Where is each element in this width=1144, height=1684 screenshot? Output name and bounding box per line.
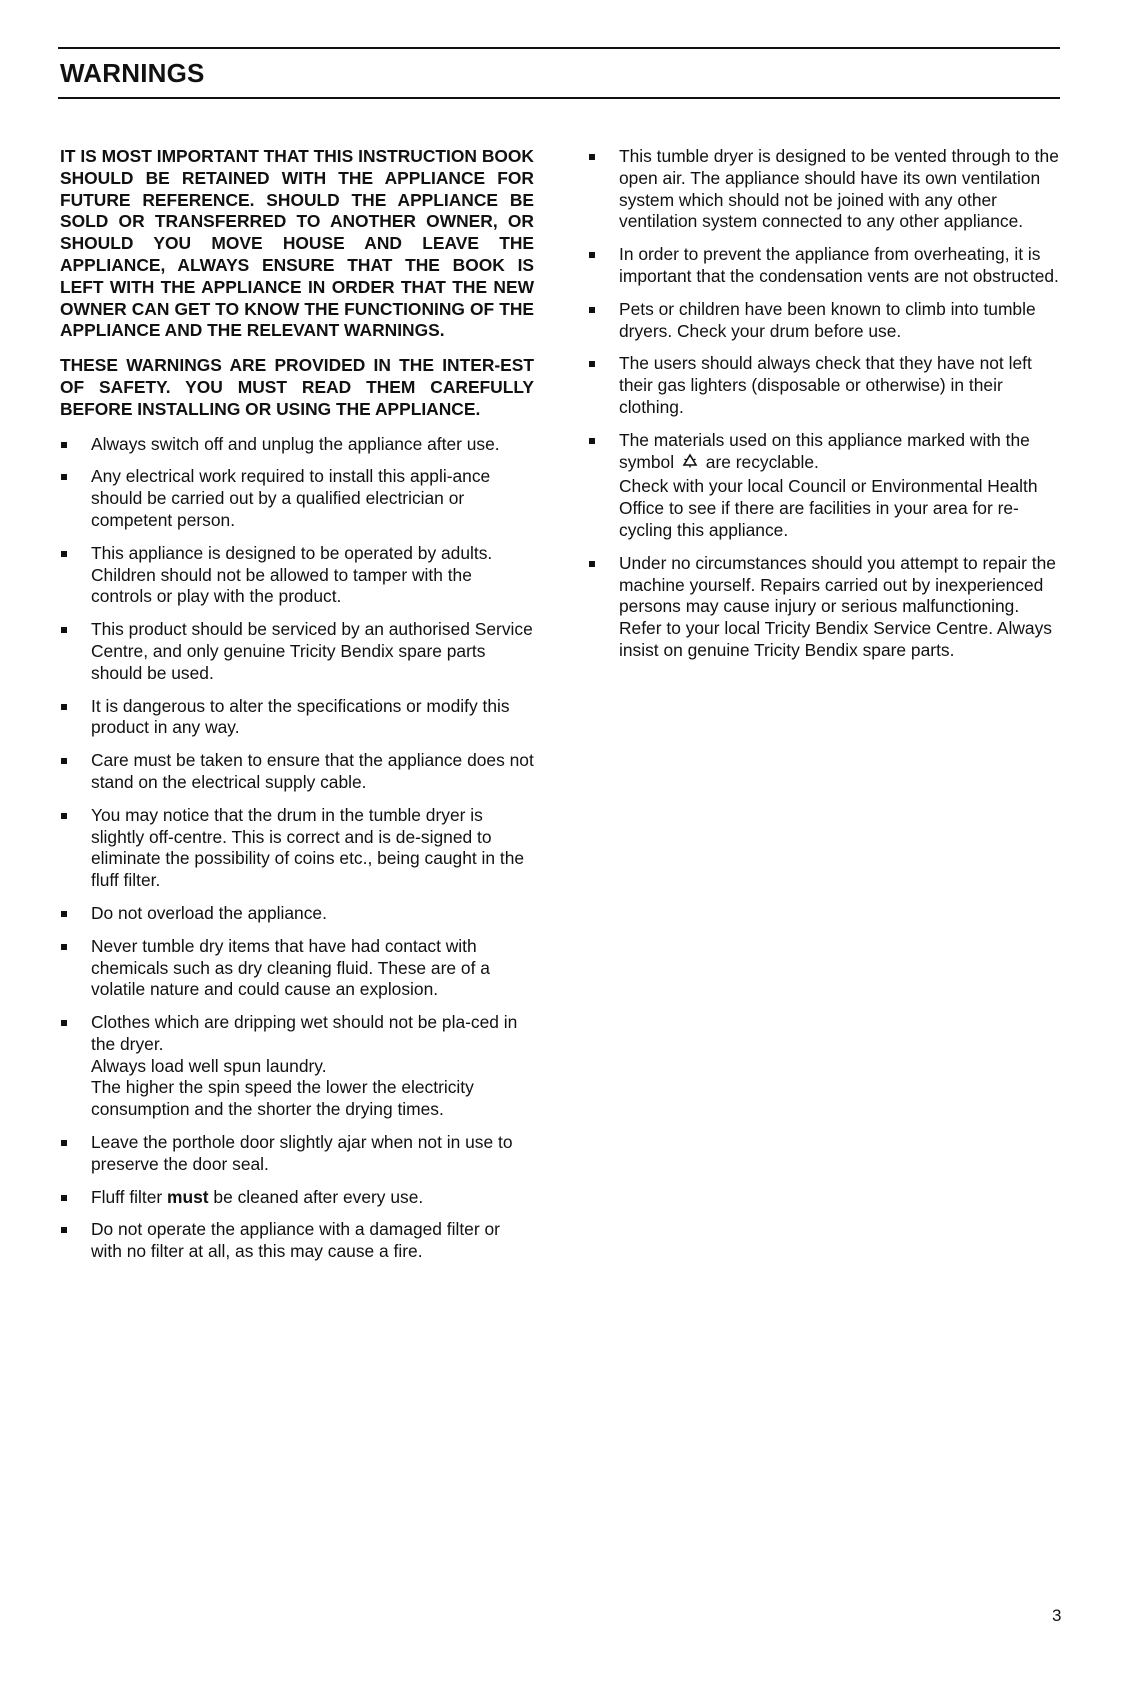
square-bullet-icon: [589, 252, 595, 258]
list-item: Any electrical work required to install this appli-ance should be carried out by a qualified electrician or competent person.: [60, 466, 534, 531]
right-column: [588, 146, 1060, 673]
list-item: Under no circumstances should you attempt to repair the machine yourself. Repairs carried out by inexperienced persons may cause injury or serious malfunctioning. Refer to your local Tricity Bendix Service Centre. Always insist on genuine Tricity Bendix spare parts.: [588, 553, 1060, 662]
list-item: Pets or children have been known to climb into tumble dryers. Check your drum before use.: [588, 299, 1060, 343]
square-bullet-icon: [589, 438, 595, 444]
square-bullet-icon: [61, 911, 67, 917]
list-item: Do not overload the appliance.: [60, 903, 534, 925]
square-bullet-icon: [61, 704, 67, 710]
square-bullet-icon: [61, 474, 67, 480]
list-item: Care must be taken to ensure that the appliance does not stand on the electrical supply cable.: [60, 750, 534, 794]
list-item: In order to prevent the appliance from overheating, it is important that the condensation vents are not obstructed.: [588, 244, 1060, 288]
square-bullet-icon: [61, 1140, 67, 1146]
square-bullet-icon: [61, 944, 67, 950]
list-item: You may notice that the drum in the tumble dryer is slightly off-centre. This is correct and is de-signed to eliminate the possibility of coins etc., being caught in the fluff filter.: [60, 805, 534, 892]
intro-safety: THESE WARNINGS ARE PROVIDED IN THE INTER-EST OF SAFETY. YOU MUST READ THEM CAREFULLY BEFORE INSTALLING OR USING THE APPLIANCE.: [60, 355, 534, 419]
intro-retain-book: IT IS MOST IMPORTANT THAT THIS INSTRUCTION BOOK SHOULD BE RETAINED WITH THE APPLIANCE FOR FUTURE REFERENCE. SHOULD THE APPLIANCE BE SOLD OR TRANSFERRED TO ANOTHER OWNER, OR SHOULD YOU MOVE HOUSE AND LEAVE THE APPLIANCE, ALWAYS ENSURE THAT THE BOOK IS LEFT WITH THE APPLIANCE IN ORDER THAT THE NEW OWNER CAN GET TO KNOW THE FUNCTIONING OF THE APPLIANCE AND THE RELEVANT WARNINGS.: [60, 146, 534, 341]
list-item: Always switch off and unplug the appliance after use.: [60, 434, 534, 456]
list-item-fluff-filter: Fluff filter must be cleaned after every use.: [60, 1187, 534, 1209]
list-item-clothes: Clothes which are dripping wet should not be pla-ced in the dryer. Always load well spun laundry. The higher the spin speed the lower the electricity consumption and the shorter the drying times.: [60, 1012, 534, 1121]
square-bullet-icon: [61, 627, 67, 633]
list-item: Leave the porthole door slightly ajar when not in use to preserve the door seal.: [60, 1132, 534, 1176]
list-item: It is dangerous to alter the specifications or modify this product in any way.: [60, 696, 534, 740]
list-item: The users should always check that they have not left their gas lighters (disposable or otherwise) in their clothing.: [588, 353, 1060, 418]
left-column: [60, 146, 534, 1274]
square-bullet-icon: [61, 758, 67, 764]
list-item: This tumble dryer is designed to be vented through to the open air. The appliance should have its own ventilation system which should not be joined with any other ventilation system connected to any other appliance.: [588, 146, 1060, 233]
square-bullet-icon: [589, 361, 595, 367]
square-bullet-icon: [589, 561, 595, 567]
header-top-rule: [58, 47, 1060, 49]
square-bullet-icon: [61, 551, 67, 557]
page-number: 3: [1052, 1606, 1062, 1625]
list-item: This product should be serviced by an authorised Service Centre, and only genuine Tricity Bendix spare parts should be used.: [60, 619, 534, 684]
page-title: WARNINGS: [60, 58, 205, 88]
list-item: This appliance is designed to be operated by adults. Children should not be allowed to tamper with the controls or play with the product.: [60, 543, 534, 608]
right-warnings-list: [588, 146, 1060, 662]
square-bullet-icon: [589, 154, 595, 160]
emphasis-must: must: [167, 1186, 209, 1207]
list-item-materials: The materials used on this appliance marked with the symbol are recyclable. Check with your local Council or Environmental Health Office to see if there are facilities in your area for re-cycling this appliance.: [588, 430, 1060, 542]
recycle-icon: [681, 453, 699, 477]
square-bullet-icon: [61, 1227, 67, 1233]
square-bullet-icon: [61, 1020, 67, 1026]
square-bullet-icon: [61, 1195, 67, 1201]
square-bullet-icon: [61, 813, 67, 819]
left-warnings-list: [60, 434, 534, 1264]
square-bullet-icon: [589, 307, 595, 313]
list-item: Never tumble dry items that have had contact with chemicals such as dry cleaning fluid. These are of a volatile nature and could cause an explosion.: [60, 936, 534, 1001]
header-bottom-rule: [58, 97, 1060, 99]
square-bullet-icon: [61, 442, 67, 448]
list-item: Do not operate the appliance with a damaged filter or with no filter at all, as this may cause a fire.: [60, 1219, 534, 1263]
